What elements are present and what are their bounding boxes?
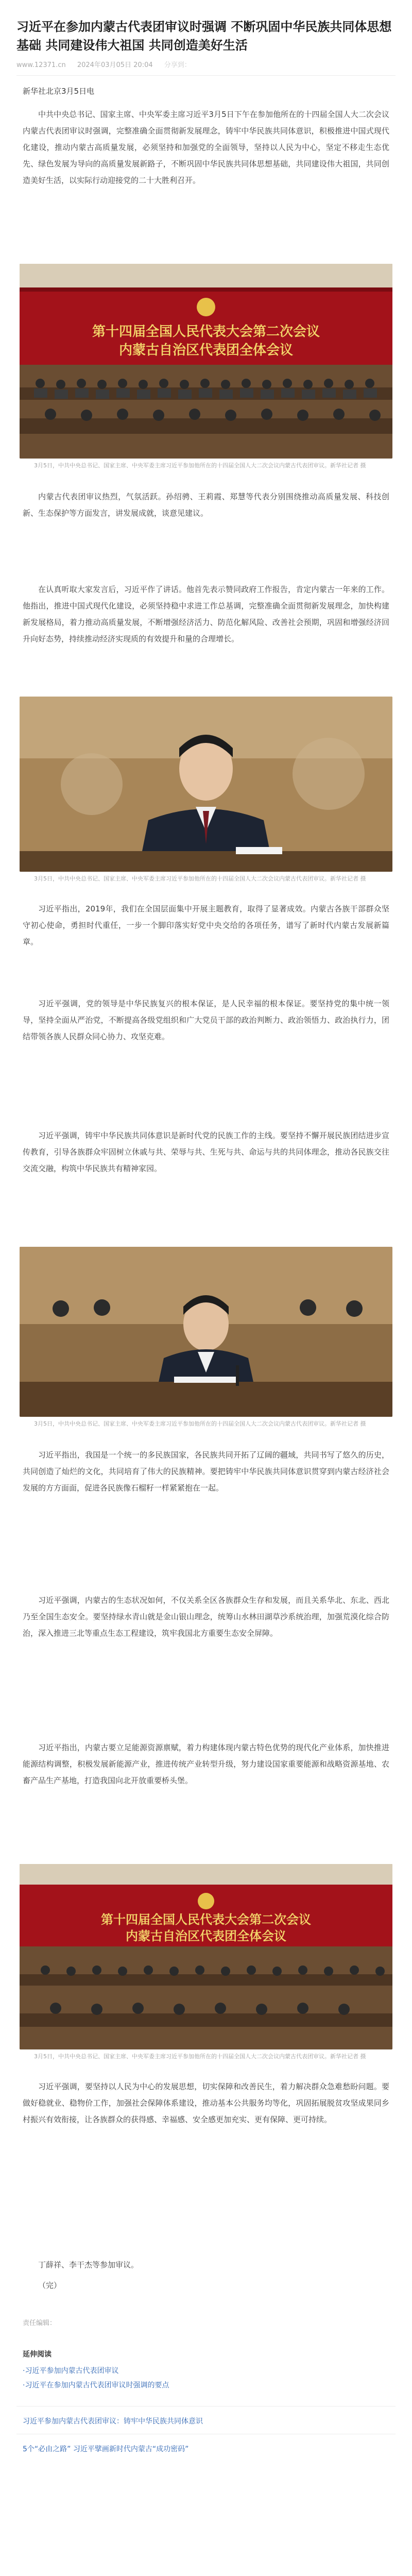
- meta-date: 2024年03月05日 20:04: [77, 61, 153, 69]
- svg-text:内蒙古自治区代表团全体会议: 内蒙古自治区代表团全体会议: [126, 1929, 286, 1943]
- meta-site[interactable]: www.12371.cn: [16, 61, 66, 69]
- editor-label: 责任编辑：: [23, 2319, 57, 2327]
- article-paragraph: 习近平强调，党的领导是中华民族复兴的根本保证，是人民幸福的根本保证。要坚持党的集中统一领导，坚持全面从严治党，不断提高各级党组织和广大党员干部的政治判断力、政治领悟力、政治执行力，团结带领各族人民群众同心协力、攻坚克难。: [23, 999, 389, 1041]
- conference-photo: [20, 264, 392, 459]
- photo-caption: 3月5日，中共中央总书记、国家主席、中央军委主席习近平参加他所在的十四届全国人大二次会议内蒙古代表团审议。新华社记者 摄: [34, 462, 366, 469]
- photo-caption: 3月5日，中共中央总书记、国家主席、中央军委主席习近平参加他所在的十四届全国人大二次会议内蒙古代表团审议。新华社记者 摄: [34, 1420, 366, 1427]
- article-paragraph: 习近平指出，我国是一个统一的多民族国家，各民族共同开拓了辽阔的疆域，共同书写了悠久的历史，共同创造了灿烂的文化，共同培育了伟大的民族精神。要把铸牢中华民族共同体意识贯穿到内蒙古经济社会发展的方方面面，促进各民族像石榴籽一样紧紧抱在一起。: [23, 1450, 389, 1493]
- bottom-link[interactable]: 5个“必由之路” 习近平擘画新时代内蒙古“成功密码”: [23, 2445, 189, 2453]
- bottom-link[interactable]: 习近平参加内蒙古代表团审议：铸牢中华民族共同体意识: [23, 2417, 203, 2426]
- article-source: 新华社北京3月5日电: [23, 87, 95, 96]
- related-link[interactable]: ·习近平在参加内蒙古代表团审议时强调的要点: [23, 2381, 169, 2389]
- title-divider: [16, 75, 396, 76]
- article-end-mark: （完）: [38, 2281, 62, 2290]
- closing-line: 丁薛祥、李干杰等参加审议。: [38, 2260, 139, 2269]
- photo-caption: 3月5日，中共中央总书记、国家主席、中央军委主席习近平参加他所在的十四届全国人大二次会议内蒙古代表团审议。新华社记者 摄: [34, 875, 366, 882]
- article-meta: [16, 61, 396, 70]
- photo-caption: 3月5日，中共中央总书记、国家主席、中央军委主席习近平参加他所在的十四届全国人大二次会议内蒙古代表团审议。新华社记者 摄: [34, 2053, 366, 2060]
- speaker-photo: [20, 697, 392, 872]
- article-paragraph: 习近平强调，铸牢中华民族共同体意识是新时代党的民族工作的主线。要坚持不懈开展民族团结进步宣传教育，引导各族群众牢固树立休戚与共、荣辱与共、生死与共、命运与共的共同体理念，推动各民族交往交流交融，构筑中华民族共有精神家园。: [23, 1131, 389, 1173]
- banner-text: 第十四届全国人民代表大会第二次会议: [92, 324, 320, 340]
- related-link[interactable]: ·习近平参加内蒙古代表团审议: [23, 2367, 119, 2375]
- banner-text: 第十四届全国人民代表大会第二次会议: [101, 1912, 311, 1927]
- article-paragraph: 中共中央总书记、国家主席、中央军委主席习近平3月5日下午在参加他所在的十四届全国人大二次会议内蒙古代表团审议时强调，完整准确全面贯彻新发展理念，铸牢中华民族共同体意识，积极推进中国式现代化建设，推动内蒙古高质量发展，必须坚持和加强党的全面领导，坚持以人民为中心，坚定不移走生态优先、绿色发展为导向的高质量发展新路子，不断巩固中华民族共同体思想基础，共同建设伟大祖国，共同创造美好生活，以实际行动迎接党的二十大胜利召开。: [23, 110, 389, 185]
- speaker-image: [20, 697, 392, 872]
- article-title: 习近平在参加内蒙古代表团审议时强调 不断巩固中华民族共同体思想基础 共同建设伟大祖国 共同创造美好生活: [16, 20, 392, 53]
- article-paragraph: 在认真听取大家发言后，习近平作了讲话。他首先表示赞同政府工作报告，肯定内蒙古一年来的工作。他指出，推进中国式现代化建设，必须坚持稳中求进工作总基调，完整准确全面贯彻新发展理念，加快构建新发展格局，着力推动高质量发展，不断增强经济活力、防范化解风险、改善社会预期，巩固和增强经济回升向好态势，持续推动经济实现质的有效提升和量的合理增长。: [23, 585, 389, 643]
- article-paragraph: 习近平指出，2019年，我们在全国层面集中开展主题教育，取得了显著成效。内蒙古各族干部群众坚守初心使命，勇担时代重任，一步一个脚印落实好党中央交给的各项任务，谱写了新时代内蒙古发展新篇章。: [23, 904, 389, 946]
- related-heading: 延伸阅读: [23, 2350, 52, 2359]
- article-paragraph: 习近平指出，内蒙古要立足能源资源禀赋，着力构建体现内蒙古特色优势的现代化产业体系，加快推进能源结构调整，积极发展新能源产业，推进传统产业转型升级，努力建设国家重要能源和战略资源基地、农畜产品生产基地，打造我国向北开放重要桥头堡。: [23, 1743, 389, 1785]
- conference-photo-2: [20, 1864, 392, 2049]
- article-paragraph: 内蒙古代表团审议热烈，气氛活跃。孙绍骋、王莉霞、郑慧等代表分别围绕推动高质量发展、科技创新、生态保护等方面发言，讲发展成就，谈意见建议。: [23, 492, 389, 518]
- article-paragraph: 习近平强调，内蒙古的生态状况如何，不仅关系全区各族群众生存和发展，而且关系华北、东北、西北乃至全国生态安全。要坚持绿水青山就是金山银山理念，统筹山水林田湖草沙系统治理，加强荒漠化综合防治，深入推进三北等重点生态工程建设，筑牢我国北方重要生态安全屏障。: [23, 1596, 389, 1638]
- share-label[interactable]: 分享到：: [164, 61, 191, 69]
- conference-hall-image: [20, 264, 392, 459]
- svg-text:内蒙古自治区代表团全体会议: 内蒙古自治区代表团全体会议: [118, 343, 294, 358]
- conference-hall-image-2: [20, 1864, 392, 2049]
- article-paragraph: 习近平强调，要坚持以人民为中心的发展思想，切实保障和改善民生，着力解决群众急难愁盼问题。要做好稳就业、稳物价工作，加强社会保障体系建设，推动基本公共服务均等化，巩固拓展脱贫攻坚成果同乡村振兴有效衔接，让各族群众的获得感、幸福感、安全感更加充实、更有保障、更可持续。: [23, 2082, 389, 2124]
- meeting-image: [20, 1247, 392, 1417]
- meeting-photo: [20, 1247, 392, 1417]
